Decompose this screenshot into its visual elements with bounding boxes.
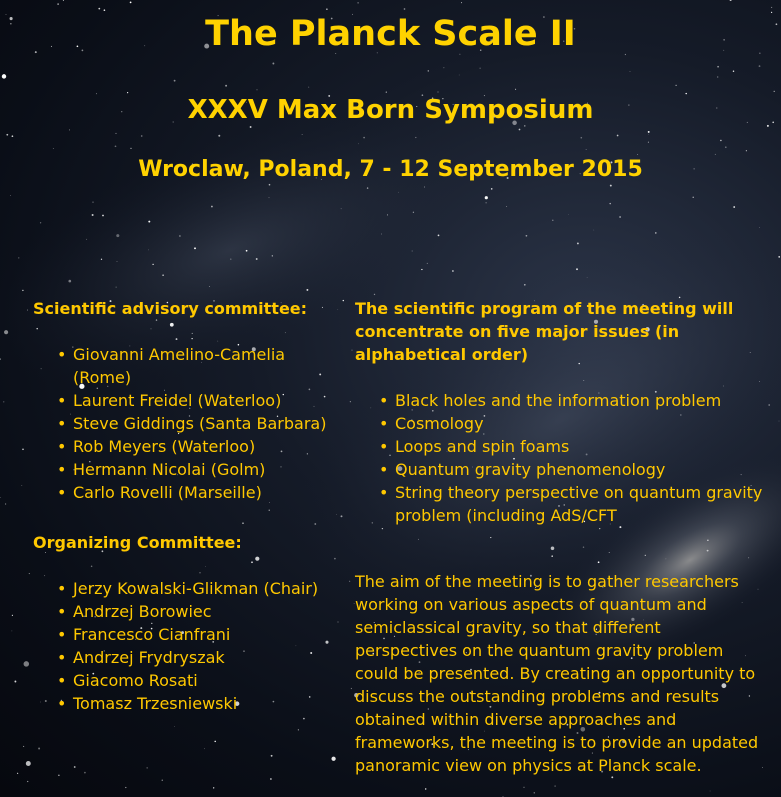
advisory-committee-list <box>33 343 333 504</box>
list-item: • String theory perspective on quantum gravity problem (including AdS/CFT <box>355 481 765 527</box>
topics-list <box>355 389 765 527</box>
list-item: • Loops and spin foams <box>355 435 765 458</box>
list-item: • Laurent Freidel (Waterloo) <box>33 389 333 412</box>
advisory-committee-heading: Scientific advisory committee: <box>33 299 308 318</box>
list-item: • Black holes and the information problem <box>355 389 765 412</box>
list-item: • Hermann Nicolai (Golm) <box>33 458 333 481</box>
list-item: • Andrzej Frydryszak <box>33 646 333 669</box>
list-item: • Carlo Rovelli (Marseille) <box>33 481 333 504</box>
list-item: • Steve Giddings (Santa Barbara) <box>33 412 333 435</box>
scientific-program-heading: The scientific program of the meeting will concentrate on five major issues (in alphabetical order) <box>355 299 734 364</box>
list-item: • Francesco Cianfrani <box>33 623 333 646</box>
organizing-committee-list <box>33 577 333 715</box>
list-item: • Rob Meyers (Waterloo) <box>33 435 333 458</box>
list-item: • Cosmology <box>355 412 765 435</box>
meeting-aim-paragraph: The aim of the meeting is to gather researchers working on various aspects of quantum and semiclassical gravity, so that different perspectives on the quantum gravity problem could be presented. By creating an opportunity to discuss the outstanding problems and results obtained within diverse approaches and frameworks, the meeting is to provide an updated panoramic view on physics at Planck scale. <box>355 572 759 775</box>
page-title: The Planck Scale II <box>205 14 576 54</box>
organizing-committee-section <box>33 531 333 715</box>
list-item: • Tomasz Trzesniewski <box>33 692 333 715</box>
organizing-committee-heading: Organizing Committee: <box>33 533 242 552</box>
advisory-committee-section <box>33 297 333 504</box>
scientific-program-section <box>355 297 765 527</box>
list-item: • Giovanni Amelino-Camelia (Rome) <box>33 343 333 389</box>
list-item: • Jerzy Kowalski-Glikman (Chair) <box>33 577 333 600</box>
list-item: • Andrzej Borowiec <box>33 600 333 623</box>
meeting-aim-section <box>355 570 763 777</box>
list-item: • Giacomo Rosati <box>33 669 333 692</box>
event-location-date: Wroclaw, Poland, 7 - 12 September 2015 <box>138 157 643 182</box>
symposium-subtitle: XXXV Max Born Symposium <box>187 95 594 125</box>
list-item: • Quantum gravity phenomenology <box>355 458 765 481</box>
